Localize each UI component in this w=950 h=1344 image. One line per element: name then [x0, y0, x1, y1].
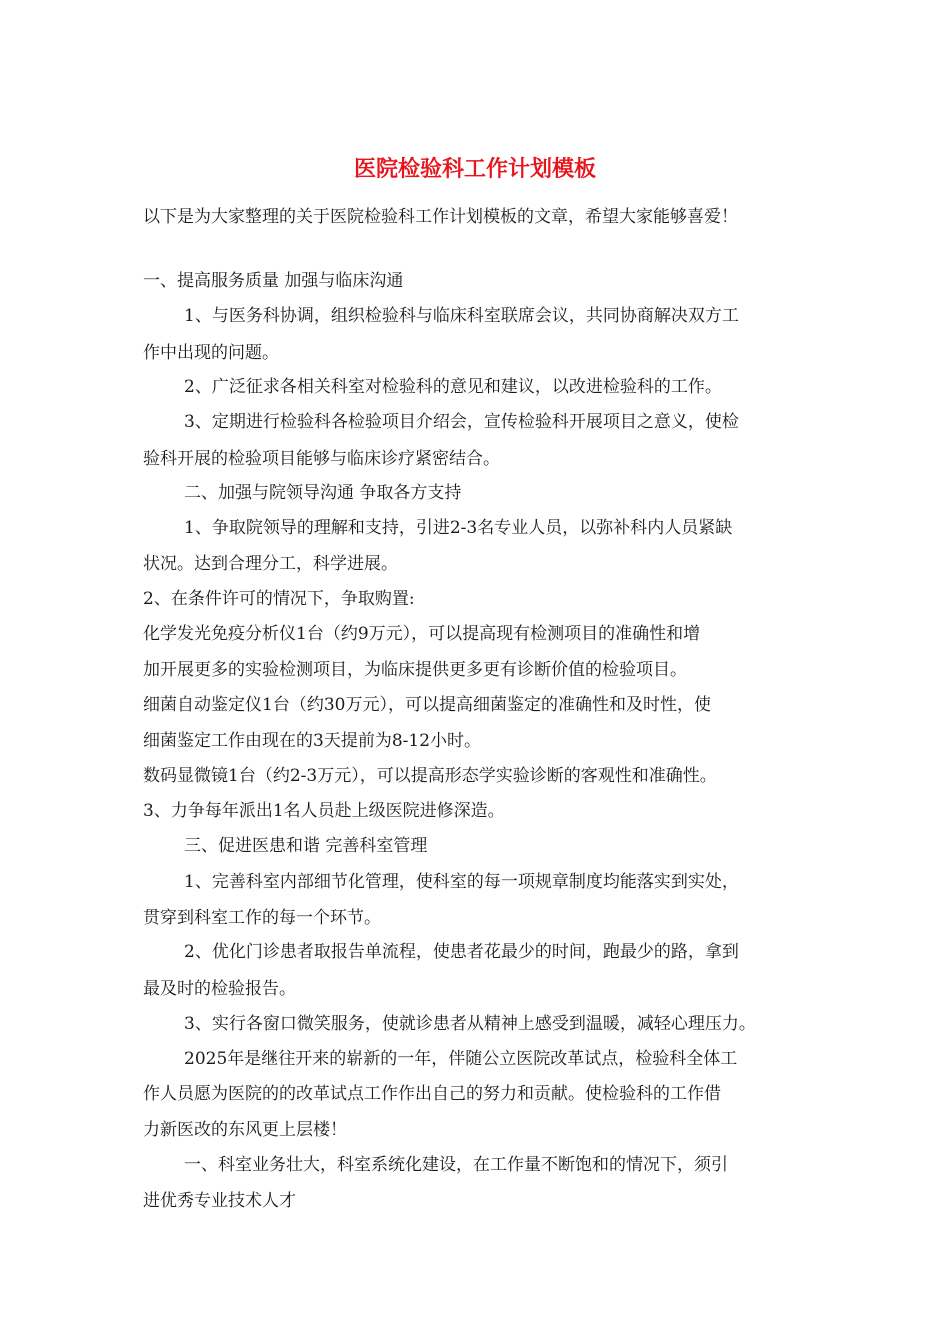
body-line: 最及时的检验报告。 — [143, 979, 296, 999]
body-line: 2025年是继往开来的崭新的一年，伴随公立医院改革试点，检验科全体工 — [184, 1049, 738, 1069]
intro-paragraph: 以下是为大家整理的关于医院检验科工作计划模板的文章，希望大家能够喜爱！ — [143, 207, 738, 227]
body-line: 贯穿到科室工作的每一个环节。 — [143, 908, 381, 928]
section-heading: 二、加强与院领导沟通 争取各方支持 — [184, 483, 462, 503]
section-heading: 一、提高服务质量 加强与临床沟通 — [143, 271, 404, 291]
body-line: 2、优化门诊患者取报告单流程，使患者花最少的时间，跑最少的路，拿到 — [184, 942, 739, 962]
body-line: 状况。达到合理分工，科学进展。 — [143, 554, 398, 574]
body-line: 作人员愿为医院的的改革试点工作作出自己的努力和贡献。使检验科的工作借 — [143, 1084, 721, 1104]
section-heading: 三、促进医患和谐 完善科室管理 — [184, 836, 428, 856]
body-line: 验科开展的检验项目能够与临床诊疗紧密结合。 — [143, 449, 500, 469]
body-line: 3、力争每年派出1名人员赴上级医院进修深造。 — [143, 801, 505, 821]
document-title: 医院检验科工作计划模板 — [353, 157, 596, 182]
body-line: 2、广泛征求各相关科室对检验科的意见和建议，以改进检验科的工作。 — [184, 377, 722, 397]
body-line: 3、实行各窗口微笑服务，使就诊患者从精神上感受到温暖，减轻心理压力。 — [184, 1014, 756, 1034]
body-line: 力新医改的东风更上层楼！ — [143, 1120, 347, 1140]
body-line: 1、争取院领导的理解和支持，引进2-3名专业人员，以弥补科内人员紧缺 — [184, 518, 733, 538]
body-line: 加开展更多的实验检测项目，为临床提供更多更有诊断价值的检验项目。 — [143, 660, 687, 680]
body-line: 作中出现的问题。 — [143, 343, 279, 363]
body-line: 1、完善科室内部细节化管理，使科室的每一项规章制度均能落实到实处， — [184, 872, 739, 892]
body-line: 3、定期进行检验科各检验项目介绍会，宣传检验科开展项目之意义，使检 — [184, 412, 739, 432]
body-line: 细菌自动鉴定仪1台（约30万元），可以提高细菌鉴定的准确性和及时性，使 — [143, 695, 711, 715]
body-line: 一、科室业务壮大，科室系统化建设，在工作量不断饱和的情况下，须引 — [184, 1155, 728, 1175]
body-line: 细菌鉴定工作由现在的3天提前为8-12小时。 — [143, 731, 482, 751]
body-line: 数码显微镜1台（约2-3万元），可以提高形态学实验诊断的客观性和准确性。 — [143, 766, 717, 786]
body-line: 2、在条件许可的情况下，争取购置: — [143, 589, 415, 609]
body-line: 化学发光免疫分析仪1台（约9万元），可以提高现有检测项目的准确性和增 — [143, 624, 701, 644]
body-line: 1、与医务科协调，组织检验科与临床科室联席会议，共同协商解决双方工 — [184, 306, 739, 326]
body-line: 进优秀专业技术人才 — [143, 1191, 296, 1211]
